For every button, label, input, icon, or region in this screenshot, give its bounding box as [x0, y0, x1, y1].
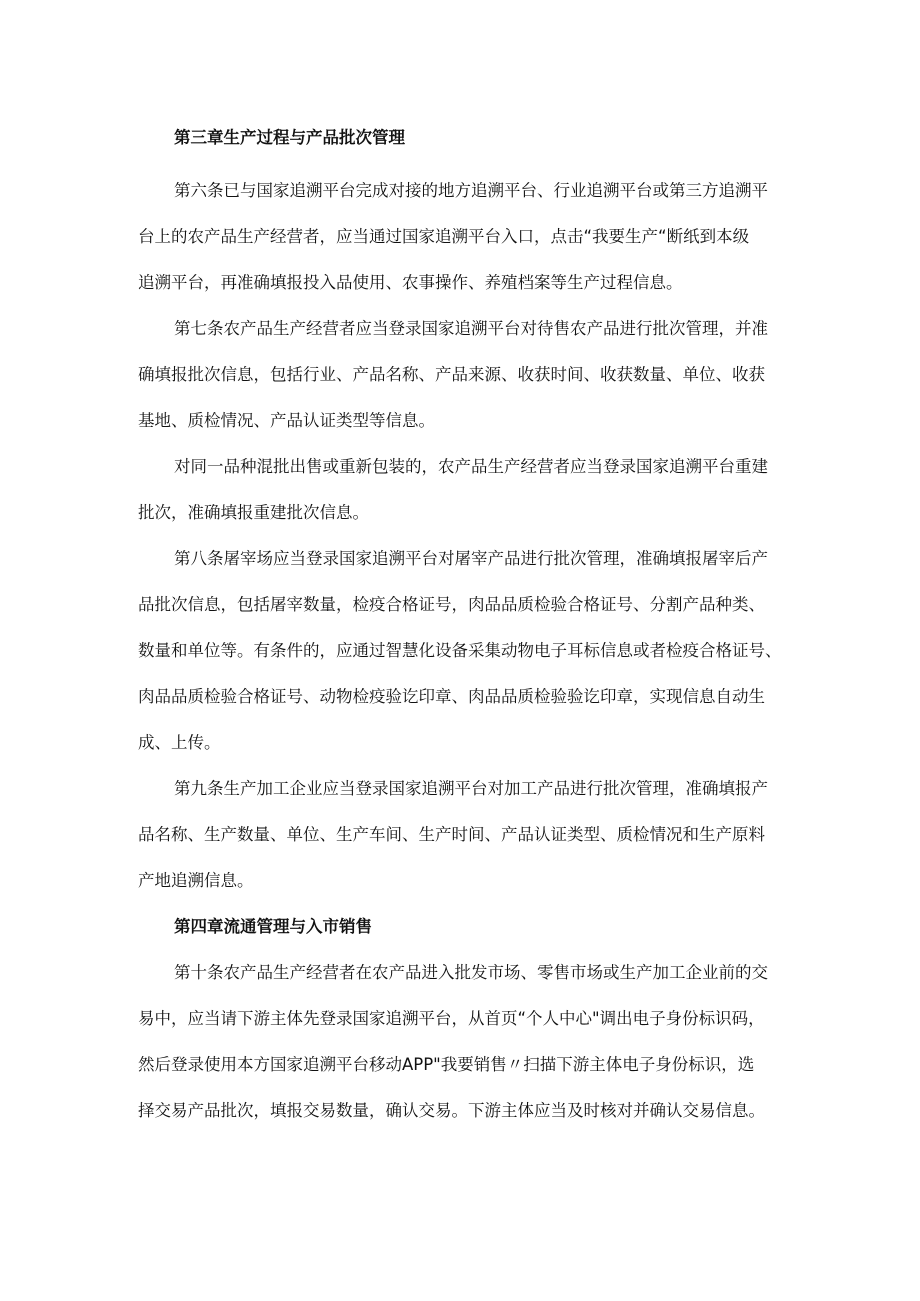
article-6-line: 第六条已与国家追溯平台完成对接的地方追溯平台、行业追溯平台或第三方追溯平 [174, 181, 768, 200]
article-9-line: 品名称、生产数量、单位、生产车间、生产时间、产品认证类型、质检情况和生产原料 [138, 825, 765, 844]
article-8-line: 成、上传。 [138, 733, 221, 752]
article-8-paragraph [138, 536, 792, 766]
article-6-line: 台上的农产品生产经营者，应当通过国家追溯平台入口，点击“我要生产“断纸到本级 [138, 227, 750, 246]
article-7-paragraph [138, 306, 792, 444]
article-8-line: 品批次信息，包括屠宰数量，检疫合格证号，肉品品质检验合格证号、分割产品种类、 [138, 595, 765, 614]
article-10-line: 易中，应当请下游主体先登录国家追溯平台，从首页“个人中心"调出电子身份标识码， [138, 1009, 765, 1028]
chapter-3-heading: 第三章生产过程与产品批次管理 [174, 128, 405, 147]
article-8-line: 数量和单位等。有条件的，应通过智慧化设备采集动物电子耳标信息或者检疫合格证号、 [138, 641, 782, 660]
article-10-paragraph [138, 950, 792, 1134]
article-6-line: 追溯平台，再准确填报投入品使用、农事操作、养殖档案等生产过程信息。 [138, 273, 683, 292]
article-7-line: 确填报批次信息，包括行业、产品名称、产品来源、收获时间、收获数量、单位、收获 [138, 365, 765, 384]
article-7-line: 基地、质检情况、产品认证类型等信息。 [138, 411, 435, 430]
article-7-extra-paragraph [138, 444, 792, 536]
article-10-line: 第十条农产品生产经营者在农产品进入批发市场、零售市场或生产加工企业前的交 [174, 963, 768, 982]
article-9-line: 第九条生产加工企业应当登录国家追溯平台对加工产品进行批次管理，准确填报产 [174, 779, 768, 798]
article-10-line: 然后登录使用本方国家追溯平台移动APP"我要销售〃扫描下游主体电子身份标识，选 [138, 1055, 755, 1074]
article-9-line: 产地追溯信息。 [138, 871, 254, 890]
chapter-4-heading: 第四章流通管理与入市销售 [174, 917, 372, 936]
article-8-line: 肉品品质检验合格证号、动物检疫验讫印章、肉品品质检验验讫印章，实现信息自动生 [138, 687, 765, 706]
document-body [138, 121, 792, 1134]
article-9-paragraph [138, 766, 792, 904]
article-10-line: 择交易产品批次，填报交易数量，确认交易。下游主体应当及时核对并确认交易信息。 [138, 1101, 765, 1120]
article-7-line: 第七条农产品生产经营者应当登录国家追溯平台对待售农产品进行批次管理，并准 [174, 319, 768, 338]
article-7-extra-line: 对同一品种混批出售或重新包装的，农产品生产经营者应当登录国家追溯平台重建 [174, 457, 768, 476]
article-6-paragraph [138, 168, 792, 306]
article-8-line: 第八条屠宰场应当登录国家追溯平台对屠宰产品进行批次管理，准确填报屠宰后产 [174, 549, 768, 568]
article-7-extra-line: 批次，准确填报重建批次信息。 [138, 503, 369, 522]
